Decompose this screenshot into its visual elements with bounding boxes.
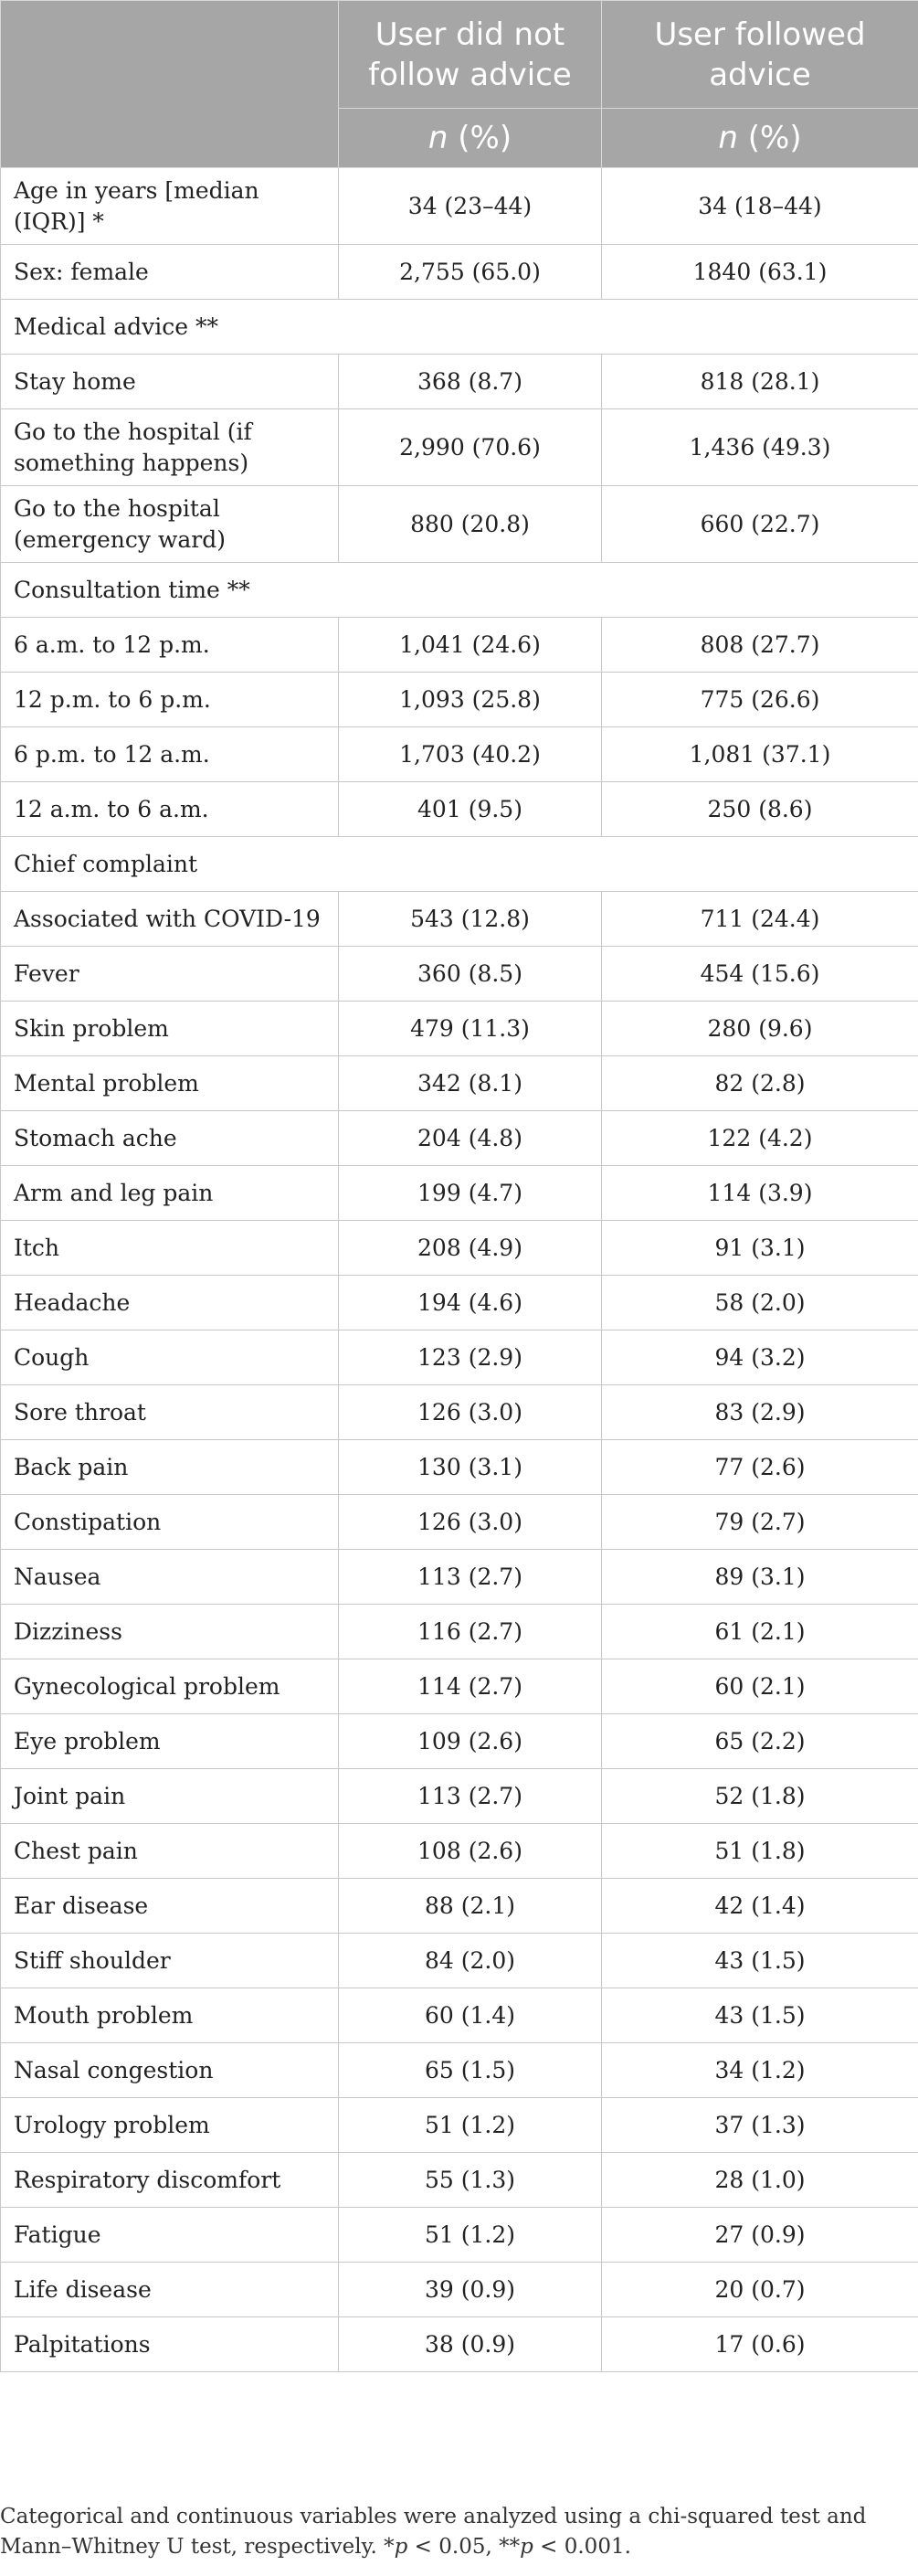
header-blank-cell [1, 1, 339, 168]
footnote-threshold-1: < 0.05, [407, 2535, 500, 2559]
value-not-followed: 342 (8.1) [339, 1056, 602, 1111]
row-label: Urology problem [1, 2098, 339, 2153]
value-not-followed: 34 (23–44) [339, 168, 602, 245]
value-not-followed: 401 (9.5) [339, 782, 602, 837]
row-label: Sex: female [1, 245, 339, 300]
value-followed: 42 (1.4) [602, 1879, 918, 1934]
value-not-followed: 55 (1.3) [339, 2153, 602, 2208]
value-followed: 660 (22.7) [602, 486, 918, 563]
row-label: Itch [1, 1221, 339, 1276]
value-not-followed: 1,093 (25.8) [339, 673, 602, 727]
section-label: Medical advice ** [1, 300, 918, 355]
table-row [1, 1714, 918, 1769]
table-row [1, 1824, 918, 1879]
row-label: 12 a.m. to 6 a.m. [1, 782, 339, 837]
value-not-followed: 204 (4.8) [339, 1111, 602, 1166]
footnote-p-1: p [394, 2535, 408, 2559]
value-followed: 43 (1.5) [602, 1934, 918, 1988]
value-not-followed: 360 (8.5) [339, 947, 602, 1002]
value-not-followed: 2,755 (65.0) [339, 245, 602, 300]
table-row [1, 1056, 918, 1111]
footnote-threshold-2: < 0.001. [533, 2535, 631, 2559]
value-followed: 1,081 (37.1) [602, 727, 918, 782]
table-row [1, 1659, 918, 1714]
table-row [1, 1550, 918, 1605]
n-symbol: n [427, 120, 448, 156]
row-label: Dizziness [1, 1605, 339, 1659]
value-not-followed: 126 (3.0) [339, 1495, 602, 1550]
header-followed: User followed advice [602, 1, 918, 109]
row-label: Fatigue [1, 2208, 339, 2263]
value-followed: 82 (2.8) [602, 1056, 918, 1111]
row-label: 6 a.m. to 12 p.m. [1, 618, 339, 673]
value-not-followed: 65 (1.5) [339, 2043, 602, 2098]
value-followed: 65 (2.2) [602, 1714, 918, 1769]
table-row [1, 409, 918, 486]
table-row [1, 1276, 918, 1330]
row-label: Life disease [1, 2263, 339, 2317]
row-label: Palpitations [1, 2317, 339, 2372]
table-row [1, 1495, 918, 1550]
value-followed: 808 (27.7) [602, 618, 918, 673]
value-not-followed: 130 (3.1) [339, 1440, 602, 1495]
row-label: Respiratory discomfort [1, 2153, 339, 2208]
value-followed: 1,436 (49.3) [602, 409, 918, 486]
table-row [1, 1385, 918, 1440]
value-followed: 52 (1.8) [602, 1769, 918, 1824]
value-followed: 51 (1.8) [602, 1824, 918, 1879]
value-followed: 34 (1.2) [602, 2043, 918, 2098]
value-not-followed: 1,041 (24.6) [339, 618, 602, 673]
row-label: Joint pain [1, 1769, 339, 1824]
row-label: Associated with COVID-19 [1, 892, 339, 947]
section-row [1, 300, 918, 355]
value-not-followed: 543 (12.8) [339, 892, 602, 947]
section-row [1, 563, 918, 618]
row-label: Mental problem [1, 1056, 339, 1111]
value-followed: 58 (2.0) [602, 1276, 918, 1330]
value-not-followed: 60 (1.4) [339, 1988, 602, 2043]
table-footnote [0, 2502, 904, 2562]
row-label: Age in years [median (IQR)] * [1, 168, 339, 245]
value-followed: 280 (9.6) [602, 1002, 918, 1056]
value-followed: 114 (3.9) [602, 1166, 918, 1221]
value-followed: 818 (28.1) [602, 355, 918, 409]
row-label: Chest pain [1, 1824, 339, 1879]
table-row [1, 1166, 918, 1221]
table-row [1, 673, 918, 727]
pct-symbol: (%) [737, 120, 802, 156]
value-followed: 79 (2.7) [602, 1495, 918, 1550]
value-not-followed: 116 (2.7) [339, 1605, 602, 1659]
value-not-followed: 208 (4.9) [339, 1221, 602, 1276]
value-followed: 34 (18–44) [602, 168, 918, 245]
table-row [1, 1002, 918, 1056]
row-label: Ear disease [1, 1879, 339, 1934]
row-label: Headache [1, 1276, 339, 1330]
value-followed: 1840 (63.1) [602, 245, 918, 300]
value-followed: 91 (3.1) [602, 1221, 918, 1276]
row-label: Nasal congestion [1, 2043, 339, 2098]
row-label: Arm and leg pain [1, 1166, 339, 1221]
value-not-followed: 109 (2.6) [339, 1714, 602, 1769]
value-followed: 20 (0.7) [602, 2263, 918, 2317]
n-symbol: n [718, 120, 738, 156]
footnote-p-2: p [520, 2535, 533, 2559]
value-not-followed: 88 (2.1) [339, 1879, 602, 1934]
row-label: Mouth problem [1, 1988, 339, 2043]
header-not-followed: User did not follow advice [339, 1, 602, 109]
row-label: Skin problem [1, 1002, 339, 1056]
table-row [1, 2208, 918, 2263]
table-row [1, 727, 918, 782]
table-row [1, 245, 918, 300]
row-label: 6 p.m. to 12 a.m. [1, 727, 339, 782]
value-followed: 61 (2.1) [602, 1605, 918, 1659]
table-row [1, 782, 918, 837]
value-followed: 83 (2.9) [602, 1385, 918, 1440]
value-not-followed: 113 (2.7) [339, 1550, 602, 1605]
table-row [1, 2098, 918, 2153]
row-label: Cough [1, 1330, 339, 1385]
row-label: Go to the hospital (emergency ward) [1, 486, 339, 563]
table-row [1, 618, 918, 673]
table-header [1, 1, 918, 168]
row-label: Nausea [1, 1550, 339, 1605]
table-row [1, 947, 918, 1002]
table-row [1, 2263, 918, 2317]
table-row [1, 1605, 918, 1659]
value-followed: 711 (24.4) [602, 892, 918, 947]
table-row [1, 2153, 918, 2208]
pct-symbol: (%) [448, 120, 512, 156]
value-followed: 89 (3.1) [602, 1550, 918, 1605]
table-row [1, 2317, 918, 2372]
value-not-followed: 51 (1.2) [339, 2098, 602, 2153]
row-label: 12 p.m. to 6 p.m. [1, 673, 339, 727]
value-followed: 122 (4.2) [602, 1111, 918, 1166]
subheader-followed [602, 109, 918, 168]
value-followed: 60 (2.1) [602, 1659, 918, 1714]
value-not-followed: 51 (1.2) [339, 2208, 602, 2263]
table-row [1, 2043, 918, 2098]
value-not-followed: 39 (0.9) [339, 2263, 602, 2317]
value-not-followed: 38 (0.9) [339, 2317, 602, 2372]
row-label: Go to the hospital (if something happens) [1, 409, 339, 486]
section-label: Consultation time ** [1, 563, 918, 618]
table-row [1, 1934, 918, 1988]
table-row [1, 1879, 918, 1934]
row-label: Fever [1, 947, 339, 1002]
value-not-followed: 479 (11.3) [339, 1002, 602, 1056]
table-row [1, 486, 918, 563]
table-row [1, 1769, 918, 1824]
value-not-followed: 368 (8.7) [339, 355, 602, 409]
table-row [1, 892, 918, 947]
value-not-followed: 123 (2.9) [339, 1330, 602, 1385]
table-row [1, 1111, 918, 1166]
row-label: Back pain [1, 1440, 339, 1495]
row-label: Gynecological problem [1, 1659, 339, 1714]
value-not-followed: 108 (2.6) [339, 1824, 602, 1879]
value-not-followed: 199 (4.7) [339, 1166, 602, 1221]
row-label: Stay home [1, 355, 339, 409]
value-not-followed: 84 (2.0) [339, 1934, 602, 1988]
row-label: Constipation [1, 1495, 339, 1550]
value-followed: 77 (2.6) [602, 1440, 918, 1495]
table-row [1, 1221, 918, 1276]
value-not-followed: 2,990 (70.6) [339, 409, 602, 486]
table-row [1, 1988, 918, 2043]
section-label: Chief complaint [1, 837, 918, 892]
table-row [1, 1330, 918, 1385]
value-not-followed: 194 (4.6) [339, 1276, 602, 1330]
value-followed: 454 (15.6) [602, 947, 918, 1002]
subheader-not-followed [339, 109, 602, 168]
row-label: Eye problem [1, 1714, 339, 1769]
value-not-followed: 880 (20.8) [339, 486, 602, 563]
section-row [1, 837, 918, 892]
table-body [1, 168, 918, 2372]
row-label: Stomach ache [1, 1111, 339, 1166]
value-followed: 250 (8.6) [602, 782, 918, 837]
footnote-sym-1: * [384, 2535, 395, 2559]
table-row [1, 168, 918, 245]
value-followed: 43 (1.5) [602, 1988, 918, 2043]
row-label: Sore throat [1, 1385, 339, 1440]
value-followed: 37 (1.3) [602, 2098, 918, 2153]
value-not-followed: 114 (2.7) [339, 1659, 602, 1714]
value-followed: 94 (3.2) [602, 1330, 918, 1385]
value-followed: 775 (26.6) [602, 673, 918, 727]
footnote-sym-2: ** [499, 2535, 521, 2559]
value-followed: 27 (0.9) [602, 2208, 918, 2263]
table-row [1, 1440, 918, 1495]
value-followed: 28 (1.0) [602, 2153, 918, 2208]
footnote-text: Categorical and continuous variables were analyzed using a chi-squared test and Mann–Whitney U test, respectively. [0, 2505, 867, 2559]
value-followed: 17 (0.6) [602, 2317, 918, 2372]
value-not-followed: 1,703 (40.2) [339, 727, 602, 782]
table-row [1, 355, 918, 409]
row-label: Stiff shoulder [1, 1934, 339, 1988]
value-not-followed: 126 (3.0) [339, 1385, 602, 1440]
value-not-followed: 113 (2.7) [339, 1769, 602, 1824]
